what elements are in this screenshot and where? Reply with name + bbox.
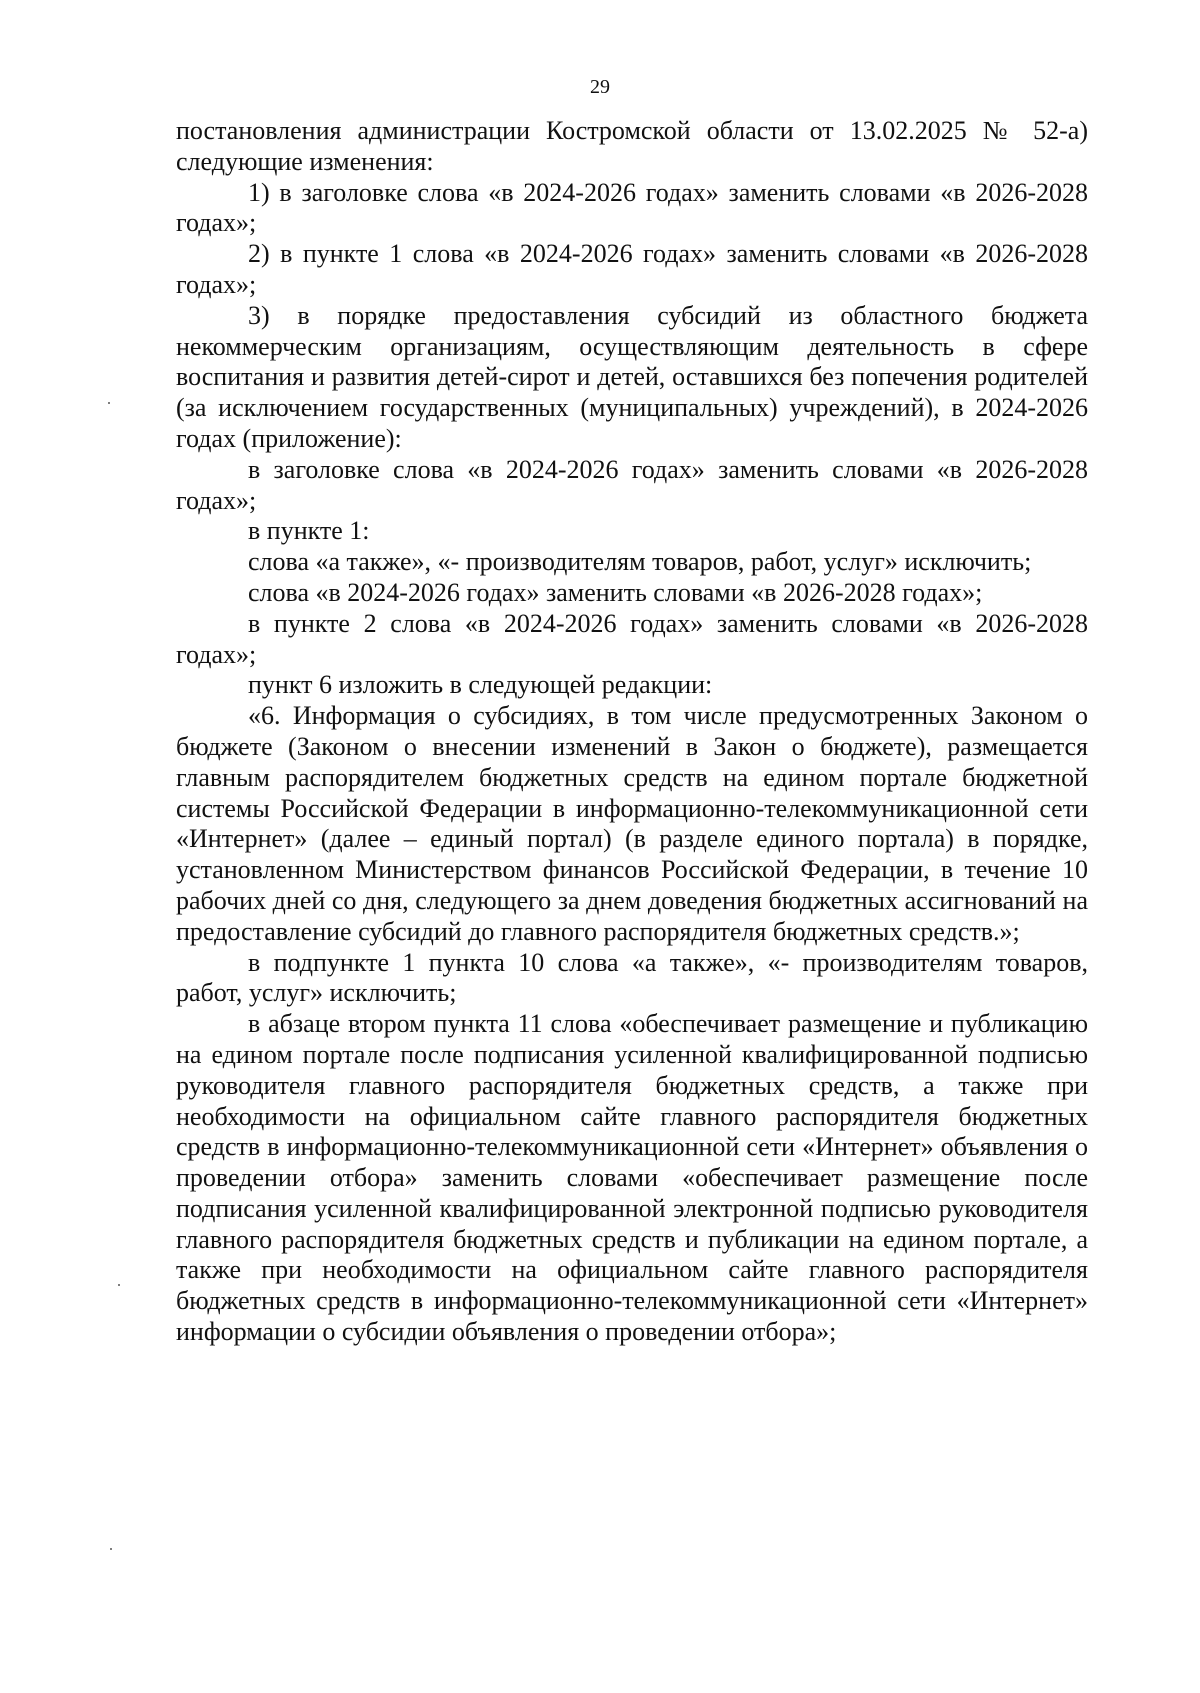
paragraph-6: в пункте 1: — [248, 516, 370, 546]
paragraph-9: в пункте 2 слова «в 2024-2026 годах» заменить словами «в 2026-2028 годах»; — [176, 608, 1088, 669]
scan-speck — [108, 402, 110, 404]
paragraph-2: 1) в заголовке слова «в 2024-2026 годах» заменить словами «в 2026-2028 годах»; — [176, 177, 1088, 238]
paragraph-12: в подпункте 1 пункта 10 слова «а также», «- производителям товаров, работ, услуг» исключить; — [176, 947, 1088, 1008]
paragraph-13: в абзаце втором пункта 11 слова «обеспечивает размещение и публикацию на едином портале после подписания усиленной квалифицированной подписью руководителя главного распорядителя бюджетных средств, а также при необходимости на официальном сайте главного распорядителя бюджетных средств в информационно-телекоммуникационной сети «Интернет» объявления о проведении отбора» заменить словами «обеспечивает размещение после подписания усиленной квалифицированной электронной подписью руководителя главного распорядителя бюджетных средств и публикации на едином портале, а также при необходимости на официальном сайте главного распорядителя бюджетных средств в информационно-телекоммуникационной сети «Интернет» информации о субсидии объявления о проведении отбора»; — [176, 1009, 1088, 1347]
paragraph-11: «6. Информация о субсидиях, в том числе предусмотренных Законом о бюджете (Законом о внесении изменений в Закон о бюджете), размещается главным распорядителем бюджетных средств на едином портале бюджетной системы Российской Федерации в информационно-телекоммуникационной сети «Интернет» (далее – единый портал) (в разделе единого портала) в порядке, установленном Министерством финансов Российской Федерации, в течение 10 рабочих дней со дня, следующего за днем доведения бюджетных ассигнований на предоставление субсидий до главного распорядителя бюджетных средств.»; — [176, 701, 1088, 946]
paragraph-1: постановления администрации Костромской области от 13.02.2025 № 52-а) следующие изменения: — [176, 116, 1088, 176]
scan-speck — [118, 1284, 120, 1286]
scan-speck — [110, 1548, 112, 1550]
paragraph-10: пункт 6 изложить в следующей редакции: — [248, 670, 713, 700]
paragraph-8: слова «в 2024-2026 годах» заменить словами «в 2026-2028 годах»; — [248, 577, 983, 607]
paragraph-7: слова «а также», «- производителям товаров, работ, услуг» исключить; — [248, 547, 1032, 577]
page-number: 29 — [590, 76, 610, 98]
paragraph-3: 2) в пункте 1 слова «в 2024-2026 годах» заменить словами «в 2026-2028 годах»; — [176, 239, 1088, 299]
paragraph-5: в заголовке слова «в 2024-2026 годах» заменить словами «в 2026-2028 годах»; — [176, 454, 1088, 515]
document-body — [176, 116, 1088, 1348]
paragraph-4: 3) в порядке предоставления субсидий из областного бюджета некоммерческим организациям, осуществляющим деятельность в сфере воспитания и развития детей-сирот и детей, оставшихся без попечения родителей (за исключением государственных (муниципальных) учреждений), в 2024-2026 годах (приложение): — [176, 300, 1088, 453]
